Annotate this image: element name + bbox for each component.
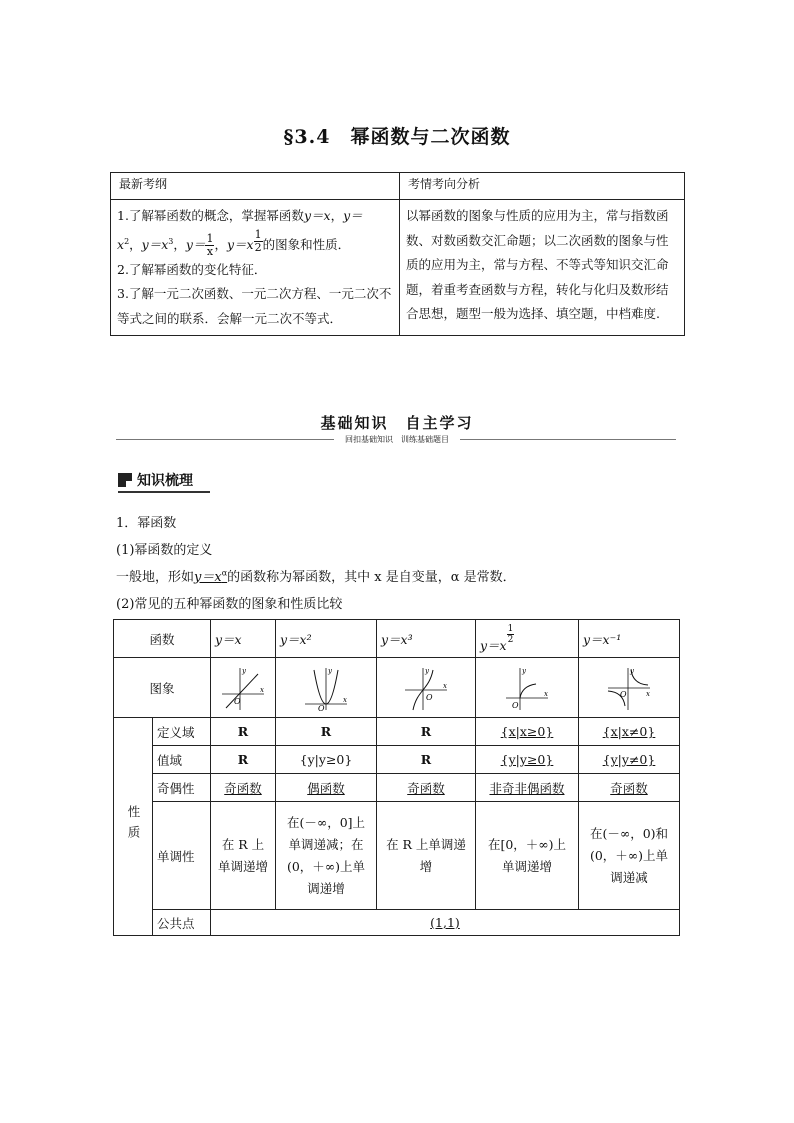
range-value-4: {y|y≥0} (476, 746, 579, 774)
svg-text:x: x (646, 689, 650, 698)
domain-value-3: R (377, 718, 476, 746)
func-header-2: y＝x² (276, 620, 377, 658)
heading-power-function: 1．幂函数 (116, 516, 177, 531)
svg-text:O: O (512, 700, 519, 710)
parity-value-2: 偶函数 (276, 774, 377, 802)
parity-value-5: 奇函数 (579, 774, 680, 802)
head-label: 函数 (114, 620, 211, 658)
svg-text:x: x (343, 695, 347, 704)
graph-reciprocal-icon (604, 664, 654, 712)
common-point-value: (1,1) (211, 910, 680, 936)
graph-square (276, 658, 377, 718)
svg-text:O: O (318, 703, 325, 712)
tag-underline (118, 491, 210, 493)
svg-text:y: y (522, 666, 526, 675)
page-title: §3.4 幂函数与二次函数 (283, 126, 511, 148)
knowledge-tag: 知识梳理 (118, 470, 193, 490)
graph-cube (377, 658, 476, 718)
graph-sqrt-icon (502, 664, 552, 712)
parity-value-1: 奇函数 (211, 774, 276, 802)
svg-text:y: y (328, 666, 332, 675)
svg-text:y: y (425, 666, 429, 675)
properties-side-label: 性质 (114, 718, 153, 936)
svg-text:y: y (630, 666, 634, 675)
svg-text:O: O (234, 696, 241, 706)
requirement-3: 3.了解一元二次函数、一元二次方程、一元二次不等式之间的联系．会解一元二次不等式． (117, 286, 392, 326)
graph-label: 图象 (114, 658, 211, 718)
heading-definition: (1)幂函数的定义 (116, 543, 213, 558)
section-subtitle: 回扣基础知识 训练基础题目 (0, 434, 794, 445)
svg-text:O: O (426, 692, 433, 702)
mono-value-2: 在(－∞，0]上单调递减；在(0，＋∞)上单调递增 (276, 802, 377, 910)
svg-text:x: x (544, 689, 548, 698)
requirement-1: 1.了解幂函数的概念，掌握幂函数y＝x，y＝ $x^2$，$y=x^3$，y＝ $\frac{1}{x}$ ，y＝x $\frac{1}{2}$ 的图象和性质． (117, 208, 363, 258)
tag-square-icon (118, 473, 132, 487)
syllabus-requirements (111, 200, 400, 336)
exam-analysis: 以幂函数的图象与性质的应用为主，常与指数函数、对数函数交汇命题；以二次函数的图象与性质的应用为主，常与方程、不等式等知识交汇命题，着重考查函数与方程，转化与化归及数形结合思想，题型一般为选择、填空题，中档难度. (400, 200, 685, 336)
domain-value-1: R (211, 718, 276, 746)
parity-label: 奇偶性 (153, 774, 211, 802)
heading-comparison: (2)常见的五种幂函数的图象和性质比较 (116, 597, 343, 612)
range-value-1: R (211, 746, 276, 774)
func-header-3: y＝x³ (377, 620, 476, 658)
common-point-label: 公共点 (153, 910, 211, 936)
range-value-2: {y|y≥0} (276, 746, 377, 774)
svg-text:x: x (260, 685, 264, 694)
graph-linear (211, 658, 276, 718)
graph-reciprocal (579, 658, 680, 718)
requirement-2: 2.了解幂函数的变化特征． (117, 261, 267, 277)
col-header-syllabus: 最新考纲 (111, 173, 400, 200)
parity-value-4: 非奇非偶函数 (476, 774, 579, 802)
mono-value-3: 在 R 上单调递增 (377, 802, 476, 910)
range-value-5: {y|y≠0} (579, 746, 680, 774)
monotonicity-label: 单调性 (153, 802, 211, 910)
fraction-one-over-x: $\frac{1}{x}$ (206, 231, 214, 258)
range-label: 值域 (153, 746, 211, 774)
svg-text:x: x (443, 681, 447, 690)
section-title: 基础知识 自主学习 (320, 414, 474, 432)
mono-value-5: 在(－∞，0)和(0，＋∞)上单调递减 (579, 802, 680, 910)
mono-value-1: 在 R 上单调递增 (211, 802, 276, 910)
func-header-4: y＝x $\frac{1}{2}$ (476, 620, 579, 658)
col-header-analysis: 考情考向分析 (400, 173, 685, 200)
parity-value-3: 奇函数 (377, 774, 476, 802)
domain-label: 定义域 (153, 718, 211, 746)
mono-value-4: 在[0，＋∞)上单调递增 (476, 802, 579, 910)
domain-value-2: R (276, 718, 377, 746)
fraction-one-half: $\frac{1}{2}$ (254, 227, 262, 254)
func-header-5: y＝x⁻¹ (579, 620, 680, 658)
func-header-1: y＝x (211, 620, 276, 658)
graph-sqrt (476, 658, 579, 718)
graph-cube-icon (401, 664, 451, 712)
definition-formula: $y=x^\alpha$ (194, 568, 228, 585)
svg-text:y: y (242, 666, 246, 675)
graph-square-icon (301, 664, 351, 712)
graph-linear-icon (218, 664, 268, 712)
svg-text:O: O (620, 689, 627, 699)
range-value-3: R (377, 746, 476, 774)
syllabus-table (110, 172, 685, 336)
definition-text: 一般地，形如$y=x^\alpha$的函数称为幂函数，其中 x 是自变量，α 是常数． (116, 568, 516, 585)
power-function-table (113, 619, 680, 936)
domain-value-4: {x|x≥0} (476, 718, 579, 746)
domain-value-5: {x|x≠0} (579, 718, 680, 746)
